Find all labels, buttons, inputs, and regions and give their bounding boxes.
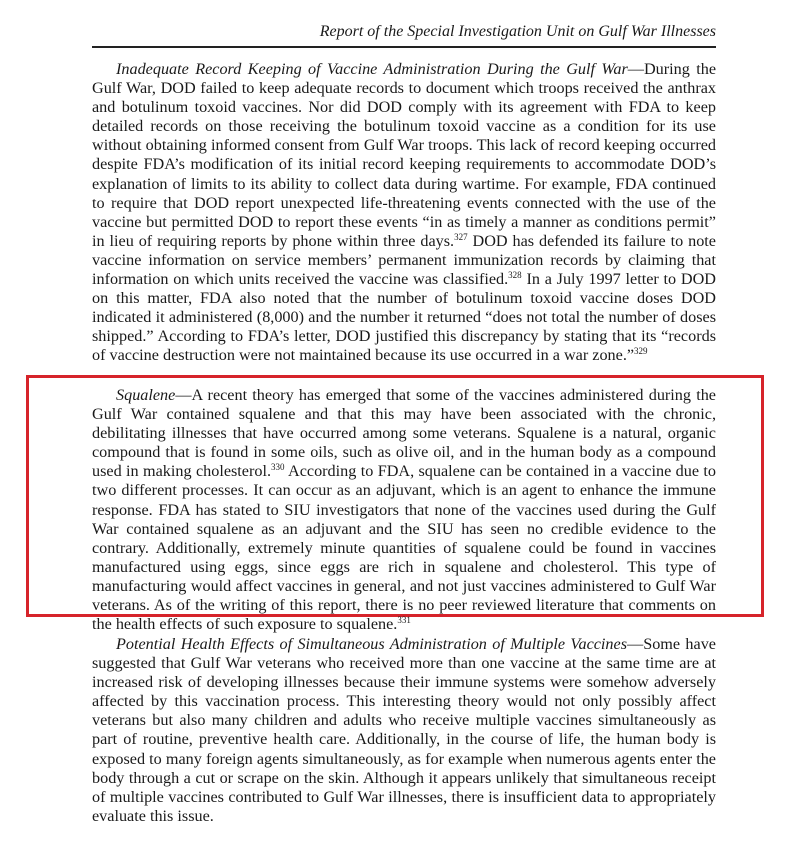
paragraph-heading: Squalene — [116, 386, 176, 404]
paragraph-text: According to FDA, squalene can be contained in a vaccine due to two different processes. It can occur as an adjuvant, which is an agent to enhance the immune response. FDA has stated to SIU investigators that none of the vaccines used during the Gulf War contained squalene as an adjuvant and the SIU has seen no credible evidence to the contrary. Additionally, extremely minute quantities of squalene could be found in vaccines manufactured using eggs, since eggs are rich in squalene and cholesterol. This type of manufacturing would affect vaccines in general, and not just vaccines administered to Gulf War veterans. As of the writing of this report, there is no peer reviewed literature that comments on the health effects of such exposure to squalene. — [92, 462, 716, 634]
footnote-ref[interactable]: 331 — [397, 615, 411, 626]
paragraph-heading: Potential Health Effects of Simultaneous Administration of Multiple Vaccines — [116, 635, 628, 653]
footnote-ref[interactable]: 330 — [271, 462, 285, 473]
paragraph-squalene — [92, 386, 716, 634]
running-header: Report of the Special Investigation Unit on Gulf War Illnesses — [319, 23, 716, 40]
paragraph-multiple-vaccines — [92, 635, 716, 826]
footnote-ref[interactable]: 328 — [508, 270, 522, 281]
paragraph-heading: Inadequate Record Keeping of Vaccine Administration During the Gulf War — [116, 60, 628, 78]
paragraph-text: Some have suggested that Gulf War veterans who received more than one vaccine at the same time are at increased risk of developing illnesses because their immune systems were somehow adversely affected by this vaccination process. This interesting theory would not only possibly affect veterans but also many children and adults who receive multiple vaccines simultaneously as part of routine, preventive health care. Additionally, in the course of life, the human body is exposed to many foreign agents simultaneously, as for example when numerous agents enter the body through a cut or scrape on the skin. Although it appears unlikely that simultaneous receipt of multiple vaccines contributed to Gulf War illnesses, there is insufficient data to appropriately evaluate this issue. — [92, 635, 716, 825]
paragraph-record-keeping — [92, 60, 716, 366]
paragraph-text: During the Gulf War, DOD failed to keep adequate records to document which troops received the anthrax and botulinum toxoid vaccines. Nor did DOD comply with its agreement with FDA to keep detailed records on those receiving the botulinum toxoid vaccine as a condition for its use without obtaining informed consent from Gulf War troops. This lack of record keeping occurred despite FDA’s modification of its initial record keeping requirements to accommodate DOD’s explanation of limits to its ability to collect data during wartime. For example, FDA continued to require that DOD report unexpected life-threatening events connected with the use of the vaccine but permitted DOD to report these events “in as timely a manner as conditions permit” in lieu of requiring reports by phone within three days. — [92, 60, 716, 250]
paragraph-text: In a July 1997 letter to DOD on this matter, FDA also noted that the number of botulinum toxoid vaccine doses DOD indicated it administered (8,000) and the number it returned “does not total the number of doses shipped.” According to FDA’s letter, DOD justified this discrepancy by stating that its “records of vaccine destruction were not maintained because its use occurred in a war zone.” — [92, 270, 716, 365]
paragraph-text: DOD has defended its failure to note vaccine information on service members’ permanent immunization records by claiming that information on which units received the vaccine was classified. — [92, 231, 716, 289]
footnote-ref[interactable]: 329 — [634, 346, 648, 357]
paragraph-text: A recent theory has emerged that some of the vaccines administered during the Gulf War contained squalene and that this may have been associated with the chronic, debilitating illnesses that have occurred among some veterans. Squalene is a natural, organic compound that is found in some oils, such as olive oil, and in the human body as a compound used in making cholesterol. — [92, 386, 716, 481]
header-rule — [92, 46, 716, 48]
em-dash: — — [627, 60, 644, 78]
footnote-ref[interactable]: 327 — [454, 231, 468, 242]
em-dash: — — [627, 635, 644, 653]
em-dash: — — [175, 386, 192, 404]
